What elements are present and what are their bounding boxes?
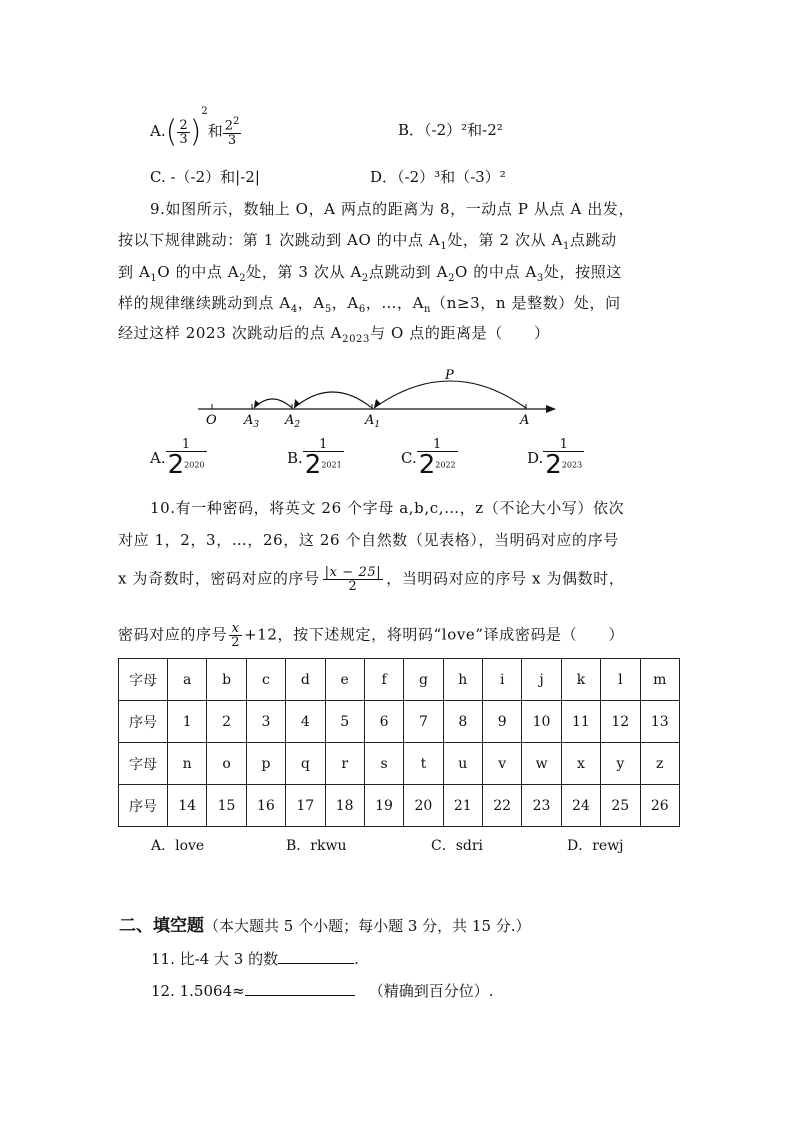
q12-text: 12. 1.5064≈ (151, 982, 245, 1000)
exponent: 2 (201, 106, 208, 117)
table-cell: k (561, 659, 600, 701)
table-row (119, 743, 680, 785)
label-o: O (206, 413, 217, 428)
table-cell: s (364, 743, 403, 785)
cipher-table (118, 658, 680, 827)
q9-option-d (527, 438, 584, 478)
fraction-denominator: 3 (179, 131, 188, 147)
table-cell: w (522, 743, 561, 785)
fraction-denominator (417, 451, 458, 478)
option-fraction (166, 438, 207, 478)
table-cell: 7 (404, 701, 443, 743)
subscript: n (424, 304, 432, 315)
table-row (119, 785, 680, 827)
text: 处，第 2 次从 A (447, 231, 564, 249)
subscript: 2 (239, 273, 247, 284)
table-cell: y (601, 743, 640, 785)
table-cell: n (168, 743, 207, 785)
table-cell: 15 (207, 785, 246, 827)
text: ，当明码对应的序号 x 为偶数时， (386, 569, 625, 588)
base: 2 (545, 450, 562, 480)
q10-line-3 (118, 566, 624, 593)
text: 点跳动 (569, 231, 617, 249)
text: ，A (331, 294, 359, 312)
q9-line-4 (118, 292, 621, 315)
row-header: 序号 (119, 701, 168, 743)
q10-line-2: 对应 1，2，3，…，26，这 26 个自然数（见表格），当明码对应的序号 (118, 531, 619, 549)
table-cell: 16 (246, 785, 285, 827)
number-line-figure (190, 362, 570, 434)
text: A (285, 413, 295, 428)
table-row (119, 701, 680, 743)
q9-line-2 (118, 229, 617, 252)
table-cell: 2 (207, 701, 246, 743)
text: 按以下规律跳动：第 1 次跳动到 AO 的中点 A (118, 231, 441, 249)
exponent: 2021 (321, 460, 342, 470)
q8-option-b: B．（-2）²和-2² (398, 121, 503, 139)
option-fraction (303, 438, 344, 478)
q9-option-b (287, 438, 344, 478)
table-cell: j (522, 659, 561, 701)
label-p: P (445, 368, 454, 383)
table-cell: p (246, 743, 285, 785)
table-cell: 1 (168, 701, 207, 743)
table-cell: o (207, 743, 246, 785)
q8-option-a-fraction2 (223, 117, 242, 146)
text: 处，按照这 (543, 263, 622, 281)
table-row (119, 659, 680, 701)
table-cell: 19 (364, 785, 403, 827)
fraction-numerator: 1 (433, 437, 442, 452)
text: A (365, 413, 375, 428)
subscript: 1 (563, 241, 570, 252)
subscript: 1 (374, 420, 381, 430)
q9-line-1: 9.如图所示，数轴上 O，A 两点的距离为 8，一动点 P 从点 A 出发， (150, 200, 635, 218)
table-cell: 22 (483, 785, 522, 827)
q10-option-c: C．sdri (431, 838, 484, 854)
subscript: 5 (324, 304, 332, 315)
table-cell: r (325, 743, 364, 785)
q11-text: 11. 比-4 大 3 的数 (151, 950, 279, 968)
fraction-numerator: 1 (319, 437, 328, 452)
subscript: 6 (358, 304, 366, 315)
q11-period: . (354, 950, 359, 968)
q10-option-d: D．rewj (567, 838, 624, 854)
table-cell: g (404, 659, 443, 701)
option-label: D. (527, 449, 544, 467)
table-cell: 5 (325, 701, 364, 743)
table-cell: 12 (601, 701, 640, 743)
section-title: 二、填空题 (119, 916, 204, 936)
text: 处，第 3 次从 A (246, 263, 362, 281)
text: A (244, 413, 254, 428)
text: 与 O 点的距离是（ ） (369, 324, 550, 342)
text: O 的中点 A (157, 263, 240, 281)
text: ，…，A (365, 294, 425, 312)
q10-line-1: 10.有一种密码，将英文 26 个字母 a,b,c,…，z（不论大小写）依次 (150, 499, 625, 517)
subscript: 2 (448, 273, 456, 284)
q10-option-a: A．love (151, 838, 205, 854)
q8-option-d: D．（-2）³和（-3）² (370, 168, 506, 186)
row-header: 字母 (119, 659, 168, 701)
text: 点跳动到 A (368, 263, 449, 281)
table-cell: l (601, 659, 640, 701)
label-a2 (284, 413, 300, 430)
base: 2 (304, 450, 322, 480)
row-header: 字母 (119, 743, 168, 785)
subscript: 3 (536, 273, 544, 284)
fraction-denominator (166, 451, 207, 478)
arc-a1-to-a2 (294, 392, 372, 408)
text: 样的规律继续跳动到点 A (118, 294, 291, 312)
q12-answer-blank[interactable] (245, 995, 355, 996)
fraction-denominator: 2 (323, 579, 384, 593)
q9-line-3 (118, 261, 622, 284)
arc-a-to-a1 (374, 381, 526, 408)
axis-arrow (546, 405, 556, 413)
q12-note: （精确到百分位）. (368, 982, 494, 1000)
fraction-denominator: 2 (231, 635, 241, 650)
table-cell: q (286, 743, 325, 785)
exponent: 2022 (435, 460, 456, 470)
base: 2 (224, 118, 233, 134)
q11-answer-blank[interactable] (278, 963, 354, 964)
exponent: 2023 (561, 460, 583, 470)
text: 经过这样 2023 次跳动后的点 A (118, 324, 343, 342)
text: 密码对应的序号 (118, 625, 228, 644)
table-cell: 18 (325, 785, 364, 827)
fraction-numerator (223, 117, 242, 132)
fraction-denominator: 3 (223, 133, 242, 147)
table-cell: a (168, 659, 207, 701)
fraction-denominator (543, 451, 584, 478)
text: （n≥3，n 是整数）处，问 (431, 294, 621, 312)
q12 (151, 980, 493, 1001)
table-cell: e (325, 659, 364, 701)
section-note: （本大题共 5 个小题；每小题 3 分，共 15 分.） (204, 917, 531, 935)
text: O 的中点 A (455, 263, 537, 281)
right-paren: ) (189, 114, 202, 150)
and-word: 和 (207, 122, 223, 140)
q8-option-a-label: A. (150, 122, 166, 140)
option-label: C. (401, 449, 417, 467)
base: 2 (167, 450, 185, 480)
q8-option-a-fraction (177, 119, 189, 146)
option-label: A. (150, 449, 166, 467)
table-cell: 21 (443, 785, 482, 827)
label-a1 (364, 413, 380, 430)
base: 2 (418, 450, 436, 480)
fraction-numerator: 1 (181, 437, 191, 452)
exponent: 2 (233, 116, 240, 128)
text: x 为奇数时，密码对应的序号 (118, 569, 320, 588)
fraction-numerator: |x − 25| (324, 565, 382, 580)
q9-option-a (150, 438, 207, 478)
table-cell: z (640, 743, 680, 785)
table-cell: x (561, 743, 600, 785)
table-cell: 17 (286, 785, 325, 827)
even-formula-fraction (229, 622, 242, 649)
table-cell: f (364, 659, 403, 701)
arc-arrow-1 (374, 399, 381, 408)
left-paren: ( (165, 114, 178, 150)
table-cell: t (404, 743, 443, 785)
fraction-numerator: 2 (179, 117, 188, 133)
q10-line-4 (118, 622, 624, 649)
table-cell: 10 (522, 701, 561, 743)
label-a: A (520, 413, 530, 428)
option-label: B. (287, 449, 303, 467)
fraction-denominator (303, 451, 344, 478)
table-cell: 25 (601, 785, 640, 827)
table-cell: d (286, 659, 325, 701)
q8-option-a (150, 106, 241, 150)
table-cell: h (443, 659, 482, 701)
label-a3 (243, 413, 259, 430)
text: +12，按下述规定，将明码“love”译成密码是（ ） (244, 625, 625, 644)
subscript: 4 (290, 304, 298, 315)
table-cell: b (207, 659, 246, 701)
row-header: 序号 (119, 785, 168, 827)
table-cell: 26 (640, 785, 680, 827)
table-cell: i (483, 659, 522, 701)
subscript: 1 (150, 273, 158, 284)
table-cell: m (640, 659, 680, 701)
q9-option-c (401, 438, 458, 478)
subscript: 1 (440, 241, 448, 252)
odd-formula-fraction (323, 566, 384, 593)
subscript: 2 (361, 273, 369, 284)
table-cell: 11 (561, 701, 600, 743)
subscript: 2 (294, 420, 301, 430)
table-cell: v (483, 743, 522, 785)
table-cell: 23 (522, 785, 561, 827)
arc-a2-to-a3 (254, 399, 292, 408)
table-cell: 14 (168, 785, 207, 827)
q11 (151, 948, 359, 969)
subscript: 3 (253, 420, 260, 430)
fraction-numerator: 1 (559, 437, 568, 452)
option-fraction (417, 438, 458, 478)
text: 到 A (118, 263, 151, 281)
table-cell: 20 (404, 785, 443, 827)
option-fraction (543, 438, 584, 478)
exponent: 2020 (184, 460, 205, 470)
arc-arrow-3 (254, 400, 260, 408)
table-cell: u (443, 743, 482, 785)
text: ，A (297, 294, 325, 312)
arc-arrow-2 (294, 399, 300, 408)
table-cell: 24 (561, 785, 600, 827)
subscript: 2023 (342, 334, 370, 345)
table-cell: 4 (286, 701, 325, 743)
q10-option-b: B．rkwu (286, 838, 347, 854)
table-cell: 8 (443, 701, 482, 743)
section-2-heading (119, 911, 531, 936)
q8-option-c: C. -（-2）和|-2| (150, 168, 260, 186)
table-cell: 9 (483, 701, 522, 743)
q9-line-5 (118, 322, 550, 345)
table-cell: c (246, 659, 285, 701)
table-cell: 3 (246, 701, 285, 743)
fraction-numerator: x (231, 621, 240, 636)
table-cell: 13 (640, 701, 680, 743)
table-cell: 6 (364, 701, 403, 743)
